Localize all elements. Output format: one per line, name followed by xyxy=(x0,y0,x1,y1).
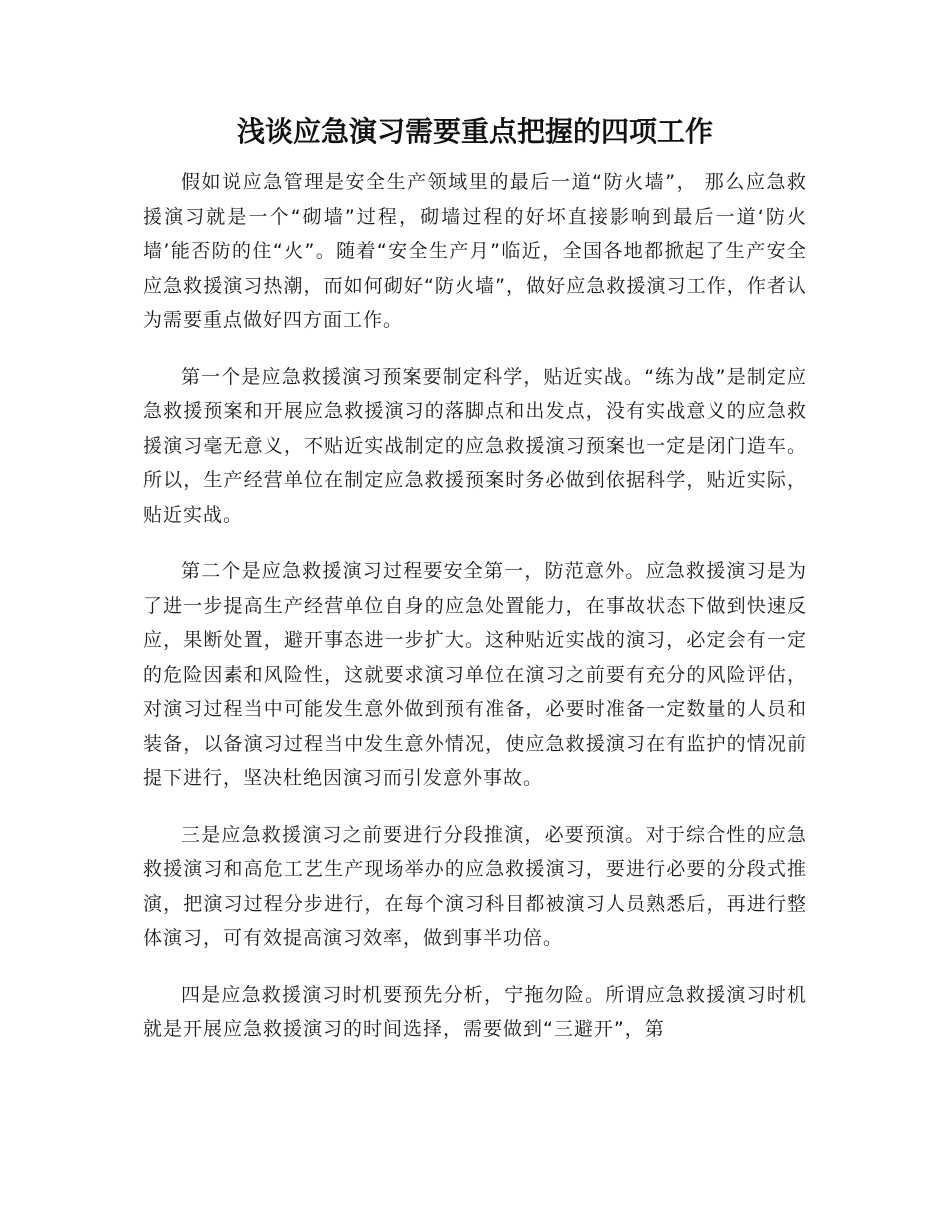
paragraph-point-1: 第一个是应急救援演习预案要制定科学，贴近实战。“练为战”是制定应急救援预案和开展应急救援演习的落脚点和出发点，没有实战意义的应急救援演习毫无意义，不贴近实战制定的应急救援演习预案也一定是闭门造车。所以，生产经营单位在制定应急救援预案时务必做到依据科学，贴近实际，贴近实战。 xyxy=(143,365,807,526)
paragraph-gap xyxy=(143,956,807,978)
paragraph-point-3: 三是应急救援演习之前要进行分段推演，必要预演。对于综合性的应急救援演习和高危工艺生产现场举办的应急救援演习，要进行必要的分段式推演，把演习过程分步进行，在每个演习科目都被演习人员熟悉后，再进行整体演习，可有效提高演习效率，做到事半功倍。 xyxy=(143,823,807,949)
paragraph-point-2: 第二个是应急救援演习过程要安全第一，防范意外。应急救援演习是为了进一步提高生产经营单位自身的应急处置能力，在事故状态下做到快速反应，果断处置，避开事态进一步扩大。这种贴近实战的演习，必定会有一定的危险因素和风险性，这就要求演习单位在演习之前要有充分的风险评估，对演习过程当中可能发生意外做到预有准备，必要时准备一定数量的人员和装备，以备演习过程当中发生意外情况，使应急救援演习在有监护的情况前提下进行，坚决杜绝因演习而引发意外事故。 xyxy=(143,560,807,789)
document-body xyxy=(143,165,807,1047)
paragraph-intro: 假如说应急管理是安全生产领域里的最后一道“防火墙”， 那么应急救援演习就是一个“砌墙”过程，砌墙过程的好坏直接影响到最后一道‘防火墙’能否防的住“火”。随着“安全生产月”临近，全国各地都掀起了生产安全应急救援演习热潮，而如何砌好“防火墙”，做好应急救援演习工作，作者认为需要重点做好四方面工作。 xyxy=(143,171,807,331)
paragraph-gap xyxy=(143,532,807,554)
paragraph-gap xyxy=(143,796,807,818)
paragraph-point-4: 四是应急救援演习时机要预先分析，宁拖勿险。所谓应急救援演习时机就是开展应急救援演习的时间选择，需要做到“三避开”，第 xyxy=(143,983,807,1040)
document-title: 浅谈应急演习需要重点把握的四项工作 xyxy=(236,115,713,148)
paragraph-gap xyxy=(143,338,807,360)
